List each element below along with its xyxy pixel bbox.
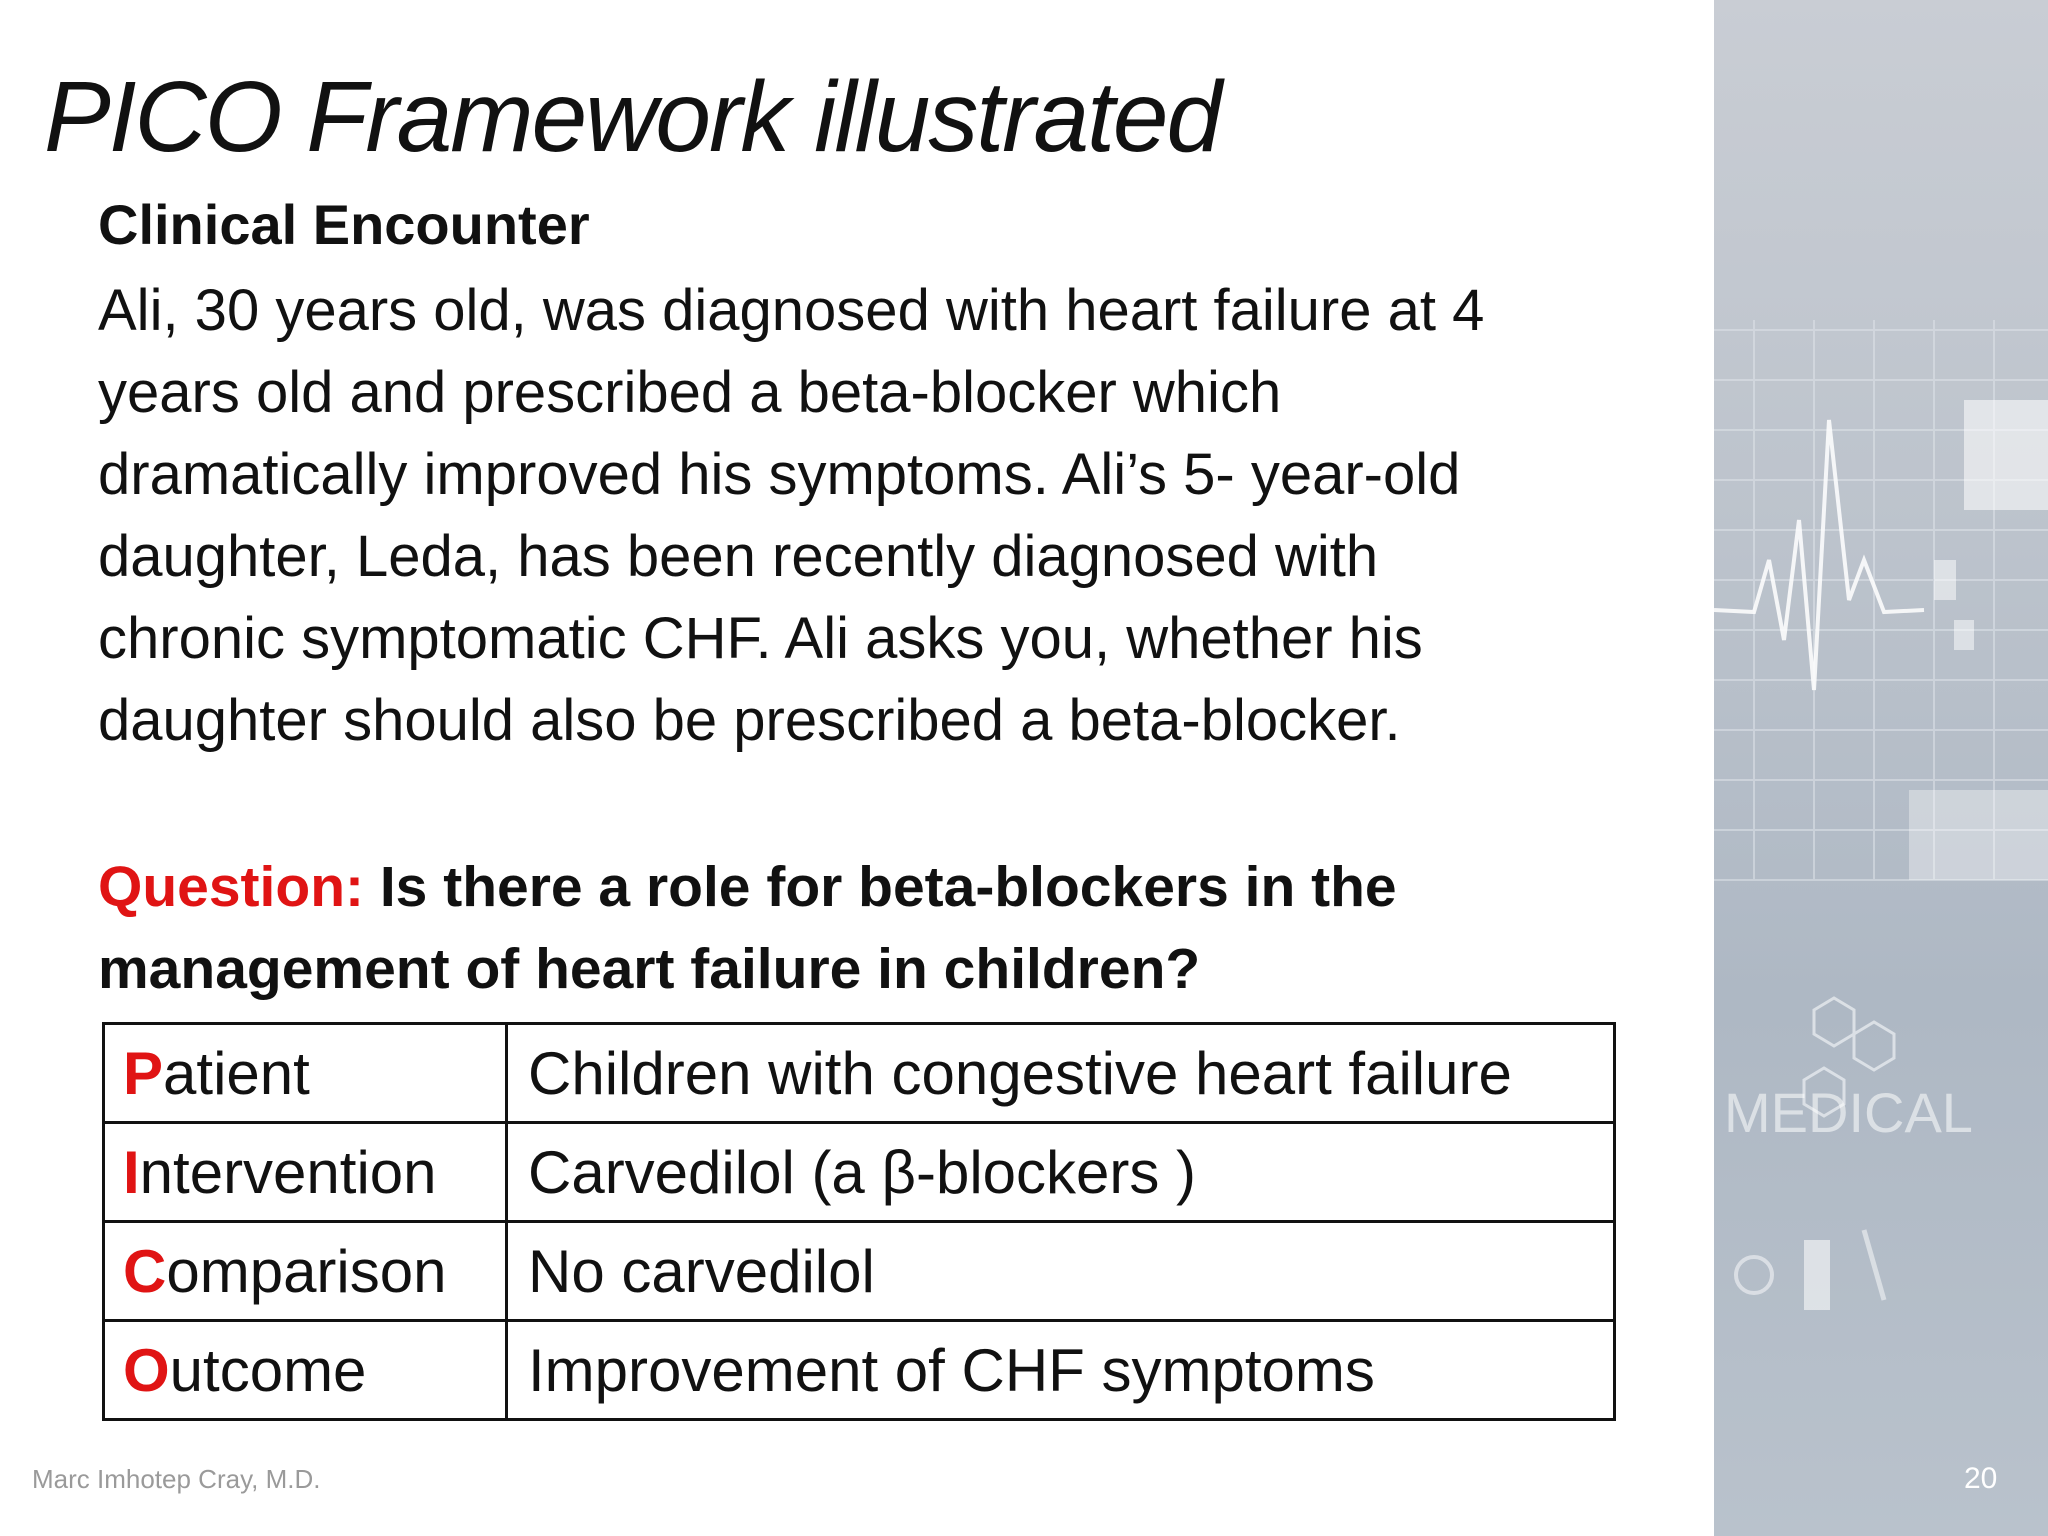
table-row <box>104 1321 1615 1420</box>
pico-label-rest: atient <box>163 1039 310 1107</box>
pico-label-patient <box>104 1024 507 1123</box>
slide-title: PICO Framework illustrated <box>44 61 1221 173</box>
ecg-line-icon <box>1714 420 1924 690</box>
narrative-line: daughter, Leda, has been recently diagnosed with <box>98 524 1379 589</box>
pico-label-intervention <box>104 1123 507 1222</box>
pico-initial: P <box>123 1039 164 1107</box>
clinical-question <box>98 846 1397 1010</box>
pico-table <box>102 1022 1616 1421</box>
narrative-line: chronic symptomatic CHF. Ali asks you, whether his <box>98 606 1423 671</box>
narrative-line: dramatically improved his symptoms. Ali’s 5- year-old <box>98 442 1461 507</box>
table-row <box>104 1222 1615 1321</box>
page-number: 20 <box>1964 1462 1998 1495</box>
decorative-side-panel <box>1714 0 2048 1536</box>
narrative-line: Ali, 30 years old, was diagnosed with heart failure at 4 <box>98 278 1485 343</box>
table-row <box>104 1123 1615 1222</box>
pico-value-intervention: Carvedilol (a β-blockers ) <box>507 1123 1615 1222</box>
table-row <box>104 1024 1615 1123</box>
pico-label-rest: ntervention <box>139 1138 437 1206</box>
pico-label-outcome <box>104 1321 507 1420</box>
question-line <box>98 846 1397 928</box>
pico-initial: I <box>123 1138 140 1206</box>
pico-value-outcome: Improvement of CHF symptoms <box>507 1321 1615 1420</box>
question-label: Question: <box>98 855 364 919</box>
pico-label-rest: omparison <box>166 1237 447 1305</box>
footer-author: Marc Imhotep Cray, M.D. <box>32 1464 321 1494</box>
narrative-line: years old and prescribed a beta-blocker which <box>98 360 1282 425</box>
section-heading: Clinical Encounter <box>98 193 590 256</box>
clinical-encounter-text <box>98 270 1484 762</box>
pico-value-comparison: No carvedilol <box>507 1222 1615 1321</box>
medical-background-graphic <box>1714 0 2048 1536</box>
side-panel-medical-text: MEDICAL <box>1724 1081 1973 1144</box>
question-text: Is there a role for beta-blockers in the <box>364 855 1397 919</box>
pico-initial: C <box>123 1237 167 1305</box>
question-line: management of heart failure in children? <box>98 937 1201 1001</box>
pico-initial: O <box>123 1336 170 1404</box>
narrative-line: daughter should also be prescribed a beta-blocker. <box>98 688 1401 753</box>
pico-label-rest: utcome <box>169 1336 367 1404</box>
pico-value-patient: Children with congestive heart failure <box>507 1024 1615 1123</box>
pico-label-comparison <box>104 1222 507 1321</box>
